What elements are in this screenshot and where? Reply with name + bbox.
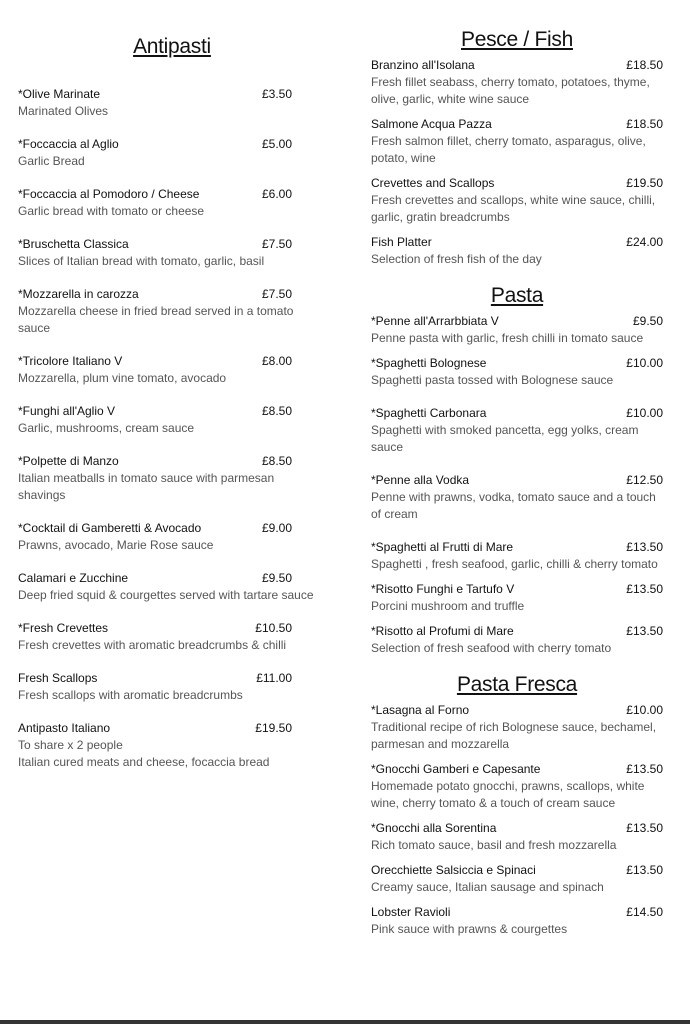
menu-item-header	[371, 175, 663, 192]
menu-item-header	[18, 403, 292, 420]
menu-item-header	[371, 581, 663, 598]
menu-item-header	[371, 116, 663, 133]
menu-item-name: *Fresh Crevettes	[18, 621, 109, 635]
right-column	[371, 26, 663, 946]
menu-item-price: £6.00	[261, 187, 292, 201]
menu-item-price: £13.50	[626, 762, 663, 776]
menu-item-header	[371, 904, 663, 921]
menu-item-price: £13.50	[626, 863, 663, 877]
menu-item-name: *Risotto al Profumi di Mare	[371, 624, 514, 638]
menu-item-name: *Foccaccia al Pomodoro / Cheese	[18, 187, 200, 201]
menu-item-description: Homemade potato gnocchi, prawns, scallops, white wine, cherry tomato & a touch of cream sauce	[371, 779, 645, 810]
menu-item-name: *Risotto Funghi e Tartufo V	[371, 582, 515, 596]
menu-item-name: *Spaghetti Bolognese	[371, 356, 487, 370]
menu-item	[371, 761, 663, 812]
menu-item-description: Marinated Olives	[18, 104, 109, 118]
section-heading: Antipasti	[133, 35, 211, 58]
menu-item	[18, 86, 318, 120]
menu-item-description: Deep fried squid & courgettes served with tartare sauce	[18, 588, 314, 602]
menu-item-name: *Funghi all'Aglio V	[18, 404, 116, 418]
menu-item	[371, 904, 663, 938]
menu-item-name: Lobster Ravioli	[371, 905, 451, 919]
menu-item-description: Fresh salmon fillet, cherry tomato, asparagus, olive, potato, wine	[371, 134, 646, 165]
menu-item	[18, 453, 318, 504]
menu-item-price: £10.50	[255, 621, 292, 635]
menu-item-header	[18, 670, 292, 687]
menu-item-name: *Gnocchi Gamberi e Capesante	[371, 762, 541, 776]
menu-item-description: Pink sauce with prawns & courgettes	[371, 922, 568, 936]
section-pasta-fresca	[371, 671, 663, 938]
menu-item-description: Prawns, avocado, Marie Rose sauce	[18, 538, 214, 552]
menu-item-description: Spaghetti , fresh seafood, garlic, chilli & cherry tomato	[371, 557, 658, 571]
menu-item-description: Fresh crevettes and scallops, white wine sauce, chilli, garlic, gratin breadcrumbs	[371, 193, 656, 224]
menu-item-header	[18, 520, 292, 537]
menu-item-description: Garlic Bread	[18, 154, 85, 168]
menu-item-price: £19.50	[626, 176, 663, 190]
menu-item-header	[18, 186, 292, 203]
menu-item-description: Italian cured meats and cheese, focaccia bread	[18, 755, 270, 769]
menu-item-price: £8.50	[261, 454, 292, 468]
menu-item-price: £24.00	[626, 235, 663, 249]
menu-item-price: £9.50	[261, 571, 292, 585]
section-heading: Pasta Fresca	[456, 673, 578, 696]
menu-item-name: Crevettes and Scallops	[371, 176, 495, 190]
menu-item	[18, 520, 318, 554]
menu-item-header	[18, 570, 292, 587]
menu-item-description: Selection of fresh seafood with cherry tomato	[371, 641, 612, 655]
menu-item	[371, 116, 663, 167]
menu-item-header	[371, 355, 663, 372]
menu-item	[371, 702, 663, 753]
menu-item-name: *Foccaccia al Aglio	[18, 137, 119, 151]
menu-item-name: Fish Platter	[371, 235, 432, 249]
menu-item-name: Branzino all'Isolana	[371, 58, 475, 72]
menu-item	[18, 403, 318, 437]
menu-item-name: *Bruschetta Classica	[18, 237, 129, 251]
menu-item	[371, 355, 663, 389]
menu-item-name: *Polpette di Manzo	[18, 454, 119, 468]
menu-item-header	[371, 623, 663, 640]
menu-item-header	[371, 539, 663, 556]
menu-item	[371, 234, 663, 268]
menu-item-header	[18, 620, 292, 637]
menu-item-description: Creamy sauce, Italian sausage and spinach	[371, 880, 604, 894]
menu-item-name: Fresh Scallops	[18, 671, 98, 685]
menu-item	[18, 720, 318, 771]
menu-item-header	[371, 702, 663, 719]
menu-item	[18, 353, 318, 387]
menu-item-name: *Cocktail di Gamberetti & Avocado	[18, 521, 202, 535]
menu-item-description: Mozzarella cheese in fried bread served in a tomato sauce	[18, 304, 294, 335]
page-bottom-border	[0, 1020, 690, 1024]
menu-item-header	[371, 405, 663, 422]
menu-item-price: £19.50	[255, 721, 292, 735]
menu-item	[371, 175, 663, 226]
menu-item-name: *Spaghetti al Frutti di Mare	[371, 540, 514, 554]
menu-item-price: £12.50	[626, 473, 663, 487]
menu-item	[371, 313, 663, 347]
menu-item-description: Garlic bread with tomato or cheese	[18, 204, 205, 218]
menu-item-price: £8.50	[261, 404, 292, 418]
menu-item-header	[371, 761, 663, 778]
menu-item-price: £13.50	[626, 540, 663, 554]
menu-item-header	[18, 136, 292, 153]
menu-item	[371, 581, 663, 615]
menu-item-name: Antipasto Italiano	[18, 721, 111, 735]
menu-item-price: £7.50	[261, 237, 292, 251]
section-pasta	[371, 282, 663, 657]
menu-item-price: £13.50	[626, 624, 663, 638]
menu-item-description: Italian meatballs in tomato sauce with parmesan shavings	[18, 471, 275, 502]
menu-item	[18, 236, 318, 270]
menu-item-header	[18, 286, 292, 303]
menu-item-name: *Mozzarella in carozza	[18, 287, 139, 301]
menu-item-name: *Lasagna al Forno	[371, 703, 470, 717]
menu-item-price: £10.00	[626, 406, 663, 420]
menu-item-description: Spaghetti with smoked pancetta, egg yolks, cream sauce	[371, 423, 639, 454]
menu-item-description: Spaghetti pasta tossed with Bolognese sauce	[371, 373, 614, 387]
menu-item-name: *Penne all'Arrarbbiata V	[371, 314, 499, 328]
menu-item-description: Selection of fresh fish of the day	[371, 252, 542, 266]
menu-item-header	[18, 453, 292, 470]
menu-item-description: Mozzarella, plum vine tomato, avocado	[18, 371, 227, 385]
menu-item-price: £18.50	[626, 117, 663, 131]
menu-item	[18, 620, 318, 654]
menu-item-header	[18, 236, 292, 253]
menu-item-price: £18.50	[626, 58, 663, 72]
menu-item-header	[371, 313, 663, 330]
menu-item-price: £8.00	[261, 354, 292, 368]
menu-item-header	[18, 720, 292, 737]
menu-item	[18, 570, 318, 604]
menu-item-price: £9.50	[632, 314, 663, 328]
menu-item-description: Penne with prawns, vodka, tomato sauce and a touch of cream	[371, 490, 656, 521]
menu-item-description: Porcini mushroom and truffle	[371, 599, 525, 613]
menu-item	[371, 862, 663, 896]
menu-item-name: Calamari e Zucchine	[18, 571, 129, 585]
menu-item-header	[371, 472, 663, 489]
menu-item-name: *Penne alla Vodka	[371, 473, 470, 487]
menu-item-price: £10.00	[626, 356, 663, 370]
menu-item-price: £9.00	[261, 521, 292, 535]
section-fish	[371, 26, 663, 268]
menu-item-description: Rich tomato sauce, basil and fresh mozzarella	[371, 838, 617, 852]
menu-item	[18, 136, 318, 170]
menu-item-name: *Gnocchi alla Sorentina	[371, 821, 497, 835]
menu-item-description: Slices of Italian bread with tomato, garlic, basil	[18, 254, 265, 268]
menu-item-price: £10.00	[626, 703, 663, 717]
menu-item	[371, 405, 663, 456]
menu-item-name: *Olive Marinate	[18, 87, 101, 101]
menu-item-description: Penne pasta with garlic, fresh chilli in tomato sauce	[371, 331, 644, 345]
menu-item-header	[371, 57, 663, 74]
menu-item-price: £11.00	[256, 671, 292, 685]
menu-item-price: £13.50	[626, 582, 663, 596]
menu-item-header	[371, 862, 663, 879]
menu-item-description: Fresh scallops with aromatic breadcrumbs	[18, 688, 243, 702]
menu-item-description: Garlic, mushrooms, cream sauce	[18, 421, 195, 435]
menu-item	[18, 186, 318, 220]
menu-item-header	[18, 353, 292, 370]
menu-item-price: £5.00	[261, 137, 292, 151]
menu-item	[371, 472, 663, 523]
menu-item	[371, 57, 663, 108]
menu-item-price: £7.50	[261, 287, 292, 301]
menu-item-header	[371, 820, 663, 837]
menu-item-price: £3.50	[261, 87, 292, 101]
menu-item-name: Orecchiette Salsiccia e Spinaci	[371, 863, 536, 877]
menu-item	[18, 286, 318, 337]
menu-item-description: Fresh fillet seabass, cherry tomato, potatoes, thyme, olive, garlic, white wine sauce	[371, 75, 650, 106]
left-column	[18, 33, 318, 787]
menu-item	[371, 820, 663, 854]
menu-item-price: £14.50	[626, 905, 663, 919]
menu-item	[371, 623, 663, 657]
menu-item-header	[371, 234, 663, 251]
menu-item-description: Traditional recipe of rich Bolognese sauce, bechamel, parmesan and mozzarella	[371, 720, 657, 751]
section-heading: Pesce / Fish	[461, 28, 573, 51]
menu-item-name: Salmone Acqua Pazza	[371, 117, 492, 131]
menu-item-name: *Tricolore Italiano V	[18, 354, 123, 368]
menu-item	[371, 539, 663, 573]
menu-item-price: £13.50	[626, 821, 663, 835]
section-antipasti	[18, 33, 318, 771]
menu-item-name: *Spaghetti Carbonara	[371, 406, 487, 420]
menu-item-description: To share x 2 people	[18, 738, 123, 752]
section-heading: Pasta	[490, 284, 544, 307]
menu-item-description: Fresh crevettes with aromatic breadcrumbs & chilli	[18, 638, 287, 652]
menu-item	[18, 670, 318, 704]
menu-item-header	[18, 86, 292, 103]
